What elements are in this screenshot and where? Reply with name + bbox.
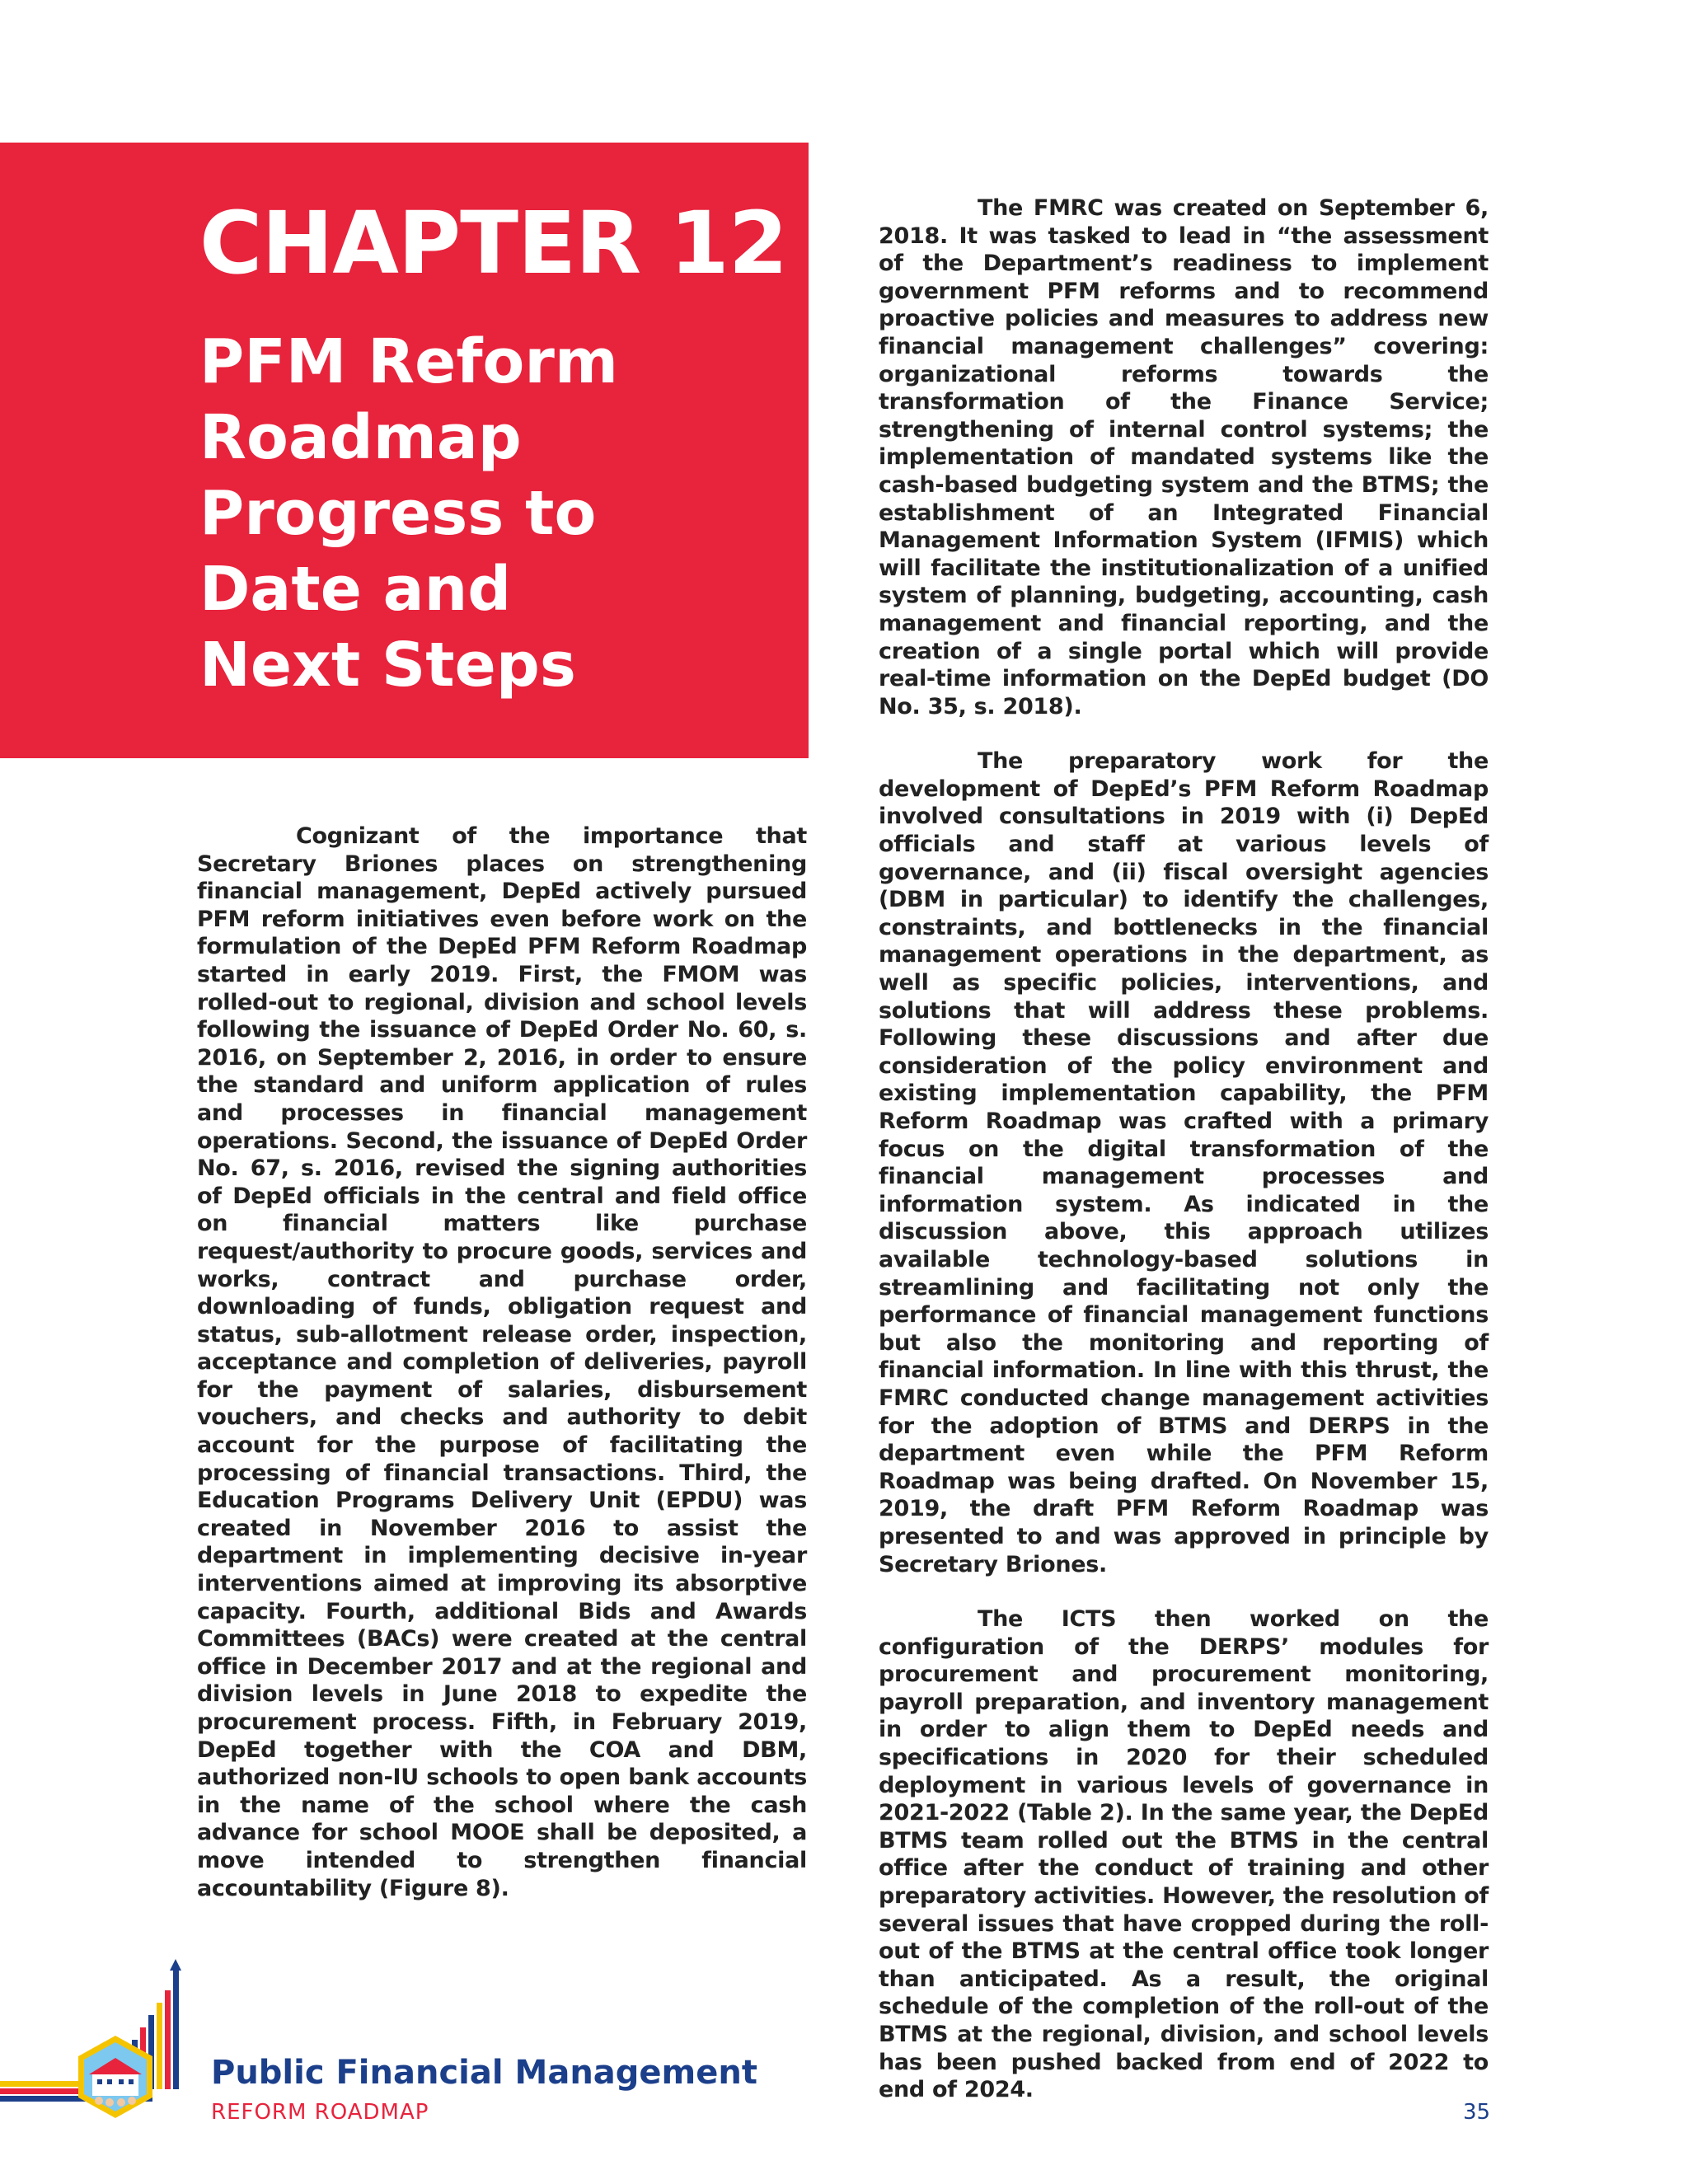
chapter-label: CHAPTER 12 [199, 193, 788, 293]
body-paragraph: The preparatory work for the development of DepEd’s PFM Reform Roadmap involved consultations in 2019 with (i) DepEd officials and staff at various levels of governance, and (ii) fiscal oversight agencies (DBM in particular) to identify the challenges, constraints, and bottlenecks in the financial management operations in the department, as well as specific policies, interventions, and solutions that will address these problems. Following these discussions and after due consideration of the policy environment and existing implementation capability, the PFM Reform Roadmap was crafted with a primary focus on the digital transformation of the financial management processes and information system. As indicated in the discussion above, this approach utilizes available technology-based solutions in streamlining and facilitating not only the performance of financial management functions but also the monitoring and reporting of financial information. In line with this thrust, the FMRC conducted change management activities for the adoption of BTMS and DERPS in the department even while the PFM Reform Roadmap was being drafted. On November 15, 2019, the draft PFM Reform Roadmap was presented to and was approved in principle by Secretary Briones. [879, 748, 1489, 1577]
chapter-title-line: PFM Reform [199, 326, 618, 397]
chapter-title-line: Date and [199, 554, 512, 625]
footer-subtitle: REFORM ROADMAP [211, 2100, 429, 2125]
chapter-title-line: Roadmap [199, 402, 522, 473]
chapter-title [199, 324, 776, 703]
chapter-title-line: Next Steps [199, 630, 576, 701]
page-number: 35 [1463, 2100, 1491, 2125]
body-paragraph: Cognizant of the importance that Secretary Briones places on strengthening financial management, DepEd actively pursued PFM reform initiatives even before work on the formulation of the DepEd PFM Reform Roadmap started in early 2019. First, the FMOM was rolled-out to regional, division and school levels following the issuance of DepEd Order No. 60, s. 2016, on September 2, 2016, in order to ensure the standard and uniform application of rules and processes in financial management operations. Second, the issuance of DepEd Order No. 67, s. 2016, revised the signing authorities of DepEd officials in the central and field office on financial matters like purchase request/authority to procure goods, services and works, contract and purchase order, downloading of funds, obligation request and status, sub-allotment release order, inspection, acceptance and completion of deliveries, payroll for the payment of salaries, disbursement vouchers, and checks and authority to debit account for the purpose of facilitating the processing of financial transactions. Third, the Education Programs Delivery Unit (EPDU) was created in November 2016 to assist the department in implementing decisive in-year interventions aimed at improving its absorptive capacity. Fourth, additional Bids and Awards Committees (BACs) were created at the central office in December 2017 and at the regional and division levels in June 2018 to expedite the procurement process. Fifth, in February 2019, DepEd together with the COA and DBM, authorized non-IU schools to open bank accounts in the name of the school where the cash advance for school MOOE shall be deposited, a move intended to strengthen financial accountability (Figure 8). [197, 823, 807, 1901]
chapter-title-line: Progress to [199, 478, 597, 549]
body-paragraph: The FMRC was created on September 6, 2018. It was tasked to lead in “the assessment of the Department’s readiness to implement government PFM reforms and to recommend proactive policies and measures to address new financial management challenges” covering: organizational reforms towards the transformation of the Finance Service; strengthening of internal control systems; the implementation of mandated systems like the cash-based budgeting system and the BTMS; the establishment of an Integrated Financial Management Information System (IFMIS) which will facilitate the institutionalization of a unified system of planning, budgeting, accounting, cash management and financial reporting, and the creation of a single portal which will provide real-time information on the DepEd budget (DO No. 35, s. 2018). [879, 195, 1489, 719]
footer-title: Public Financial Management [211, 2054, 757, 2092]
pfm-roadmap-logo-icon [0, 1957, 190, 2130]
body-paragraph: The ICTS then worked on the configuration of the DERPS’ modules for procurement and procurement monitoring, payroll preparation, and inventory management in order to align them to DepEd needs and specifications in 2020 for their scheduled deployment in various levels of governance in 2021-2022 (Table 2). In the same year, the DepEd BTMS team rolled out the BTMS in the central office after the conduct of training and other preparatory activities. However, the resolution of several issues that have cropped during the roll-out of the BTMS at the central office took longer than anticipated. As a result, the original schedule of the completion of the roll-out of the BTMS at the regional, division, and school levels has been pushed backed from end of 2022 to end of 2024. [879, 1606, 1489, 2103]
right-column [879, 194, 1489, 2104]
left-column [197, 823, 807, 1902]
chapter-header-panel [0, 143, 809, 758]
